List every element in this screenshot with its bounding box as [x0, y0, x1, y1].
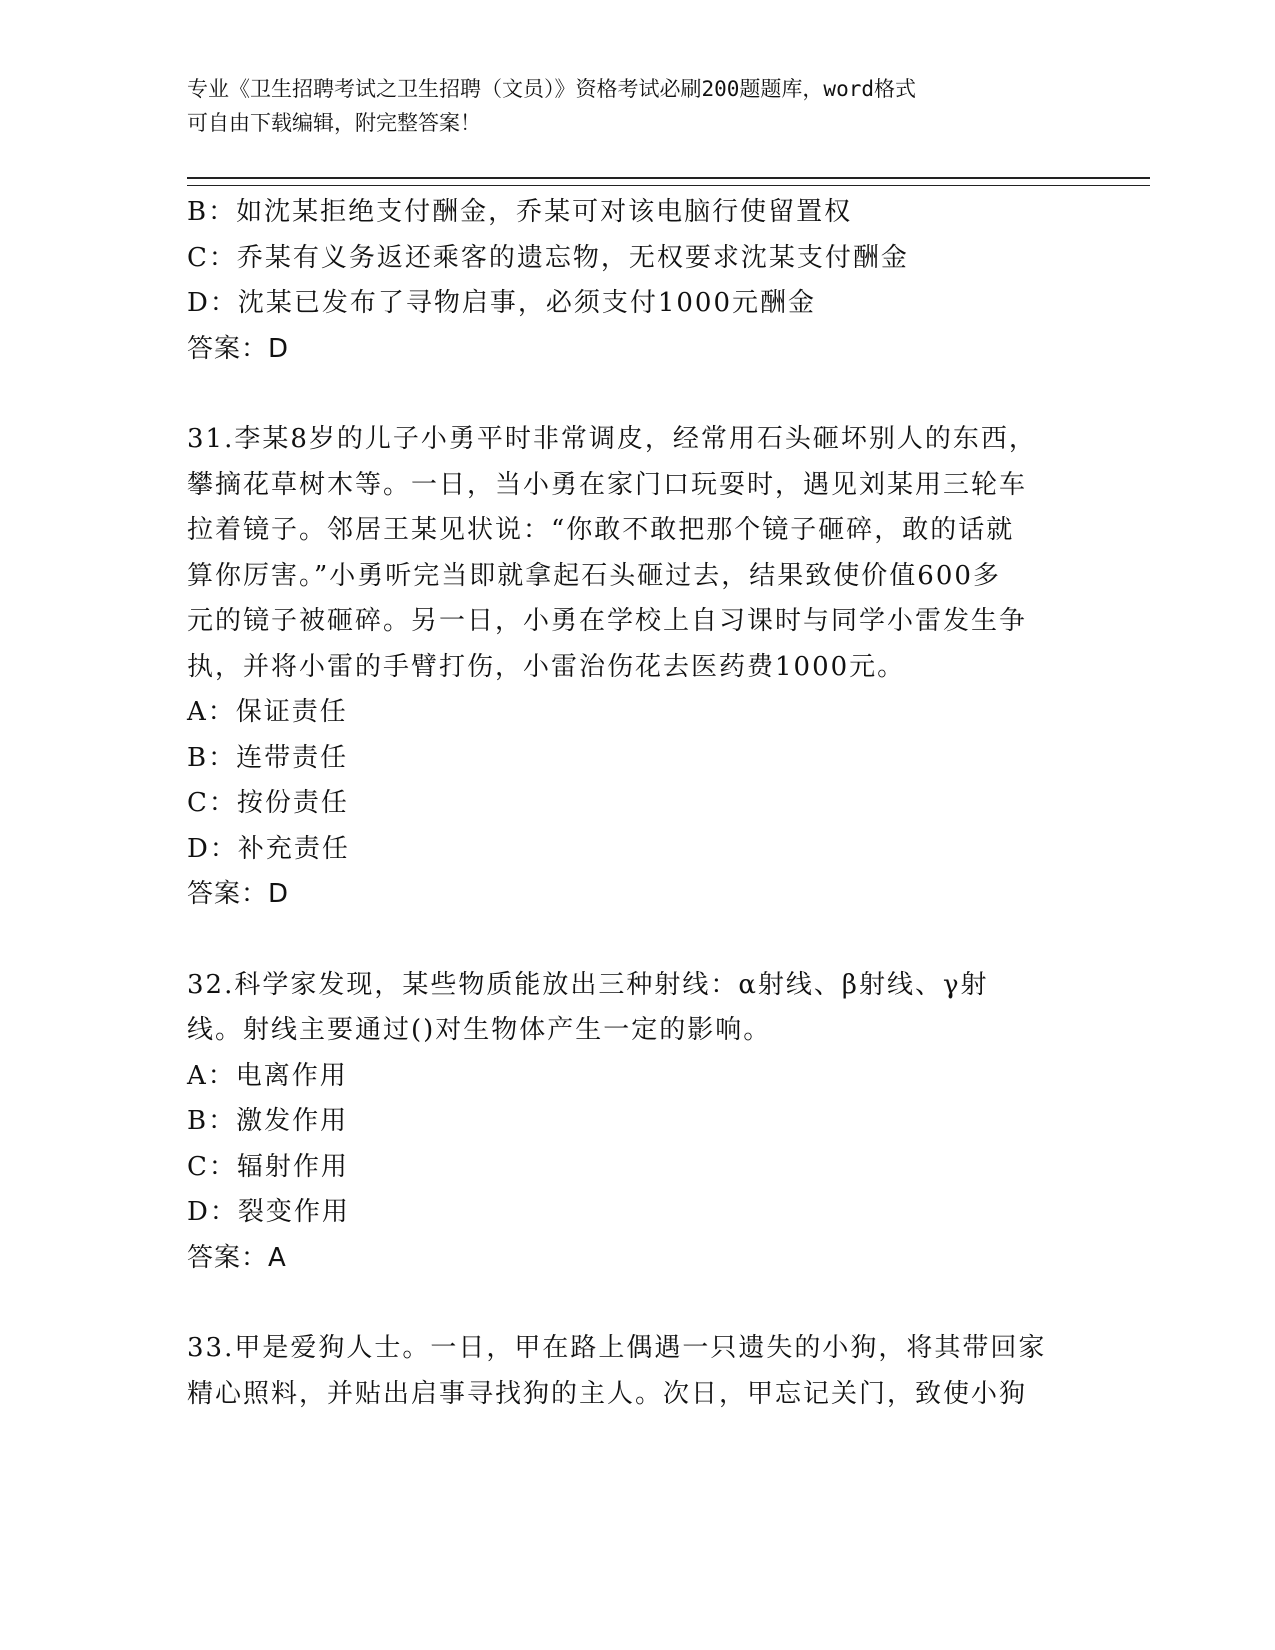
option-d: D：沈某已发布了寻物启事，必须支付1000元酬金 [187, 288, 817, 318]
option-a: A：电离作用 [187, 1060, 348, 1091]
option-d: D：裂变作用 [187, 1197, 350, 1227]
option-a: A：保证责任 [187, 697, 348, 727]
header-title-line-1: 专业《卫生招聘考试之卫生招聘（文员）》资格考试必刷200题题库，word格式 [187, 77, 916, 101]
spacer [187, 372, 1067, 417]
option-b: B：如沈某拒绝支付酬金，乔某可对该电脑行使留置权 [187, 197, 853, 227]
question-text-line: 拉着镜子。邻居王某见状说：“你敢不敢把那个镜子砸碎，敢的话就 [187, 515, 1015, 545]
option-d: D：补充责任 [187, 833, 350, 864]
spacer [187, 918, 1067, 963]
question-33 [187, 1326, 1067, 1417]
option-b: B：连带责任 [187, 742, 349, 773]
question-text-line: 31.李某8岁的儿子小勇平时非常调皮，经常用石头砸坏别人的东西， [187, 424, 1037, 454]
answer-line: 答案：A [187, 1242, 287, 1273]
option-b: B：激发作用 [187, 1106, 349, 1136]
question-text-line: 执，并将小雷的手臂打伤，小雷治伤花去医药费1000元。 [187, 651, 906, 682]
question-text-line: 元的镜子被砸碎。另一日，小勇在学校上自习课时与同学小雷发生争 [187, 606, 1028, 636]
document-body [187, 190, 1067, 1417]
question-text-line: 算你厉害。”小勇听完当即就拿起石头砸过去，结果致使价值600多 [187, 560, 1001, 591]
question-30-tail [187, 190, 1067, 372]
option-c: C：按份责任 [187, 788, 349, 818]
header-divider [187, 177, 1150, 186]
answer-line: 答案：D [187, 333, 290, 364]
header-title-line-2: 可自由下载编辑，附完整答案！ [187, 111, 481, 135]
question-32 [187, 963, 1067, 1282]
question-text-line: 线。射线主要通过()对生物体产生一定的影响。 [187, 1015, 772, 1045]
option-c: C：辐射作用 [187, 1151, 349, 1182]
question-text-line: 精心照料，并贴出启事寻找狗的主人。次日，甲忘记关门，致使小狗 [187, 1378, 1028, 1409]
question-text-line: 32.科学家发现，某些物质能放出三种射线：α射线、β射线、γ射 [187, 969, 989, 1000]
question-text-line: 33.甲是爱狗人士。一日，甲在路上偶遇一只遗失的小狗，将其带回家 [187, 1333, 1047, 1363]
spacer [187, 1281, 1067, 1326]
question-text-line: 攀摘花草树木等。一日，当小勇在家门口玩耍时，遇见刘某用三轮车 [187, 469, 1028, 500]
document-header [187, 72, 1067, 140]
question-31 [187, 417, 1067, 918]
answer-line: 答案：D [187, 879, 290, 909]
option-c: C：乔某有义务返还乘客的遗忘物，无权要求沈某支付酬金 [187, 242, 909, 273]
